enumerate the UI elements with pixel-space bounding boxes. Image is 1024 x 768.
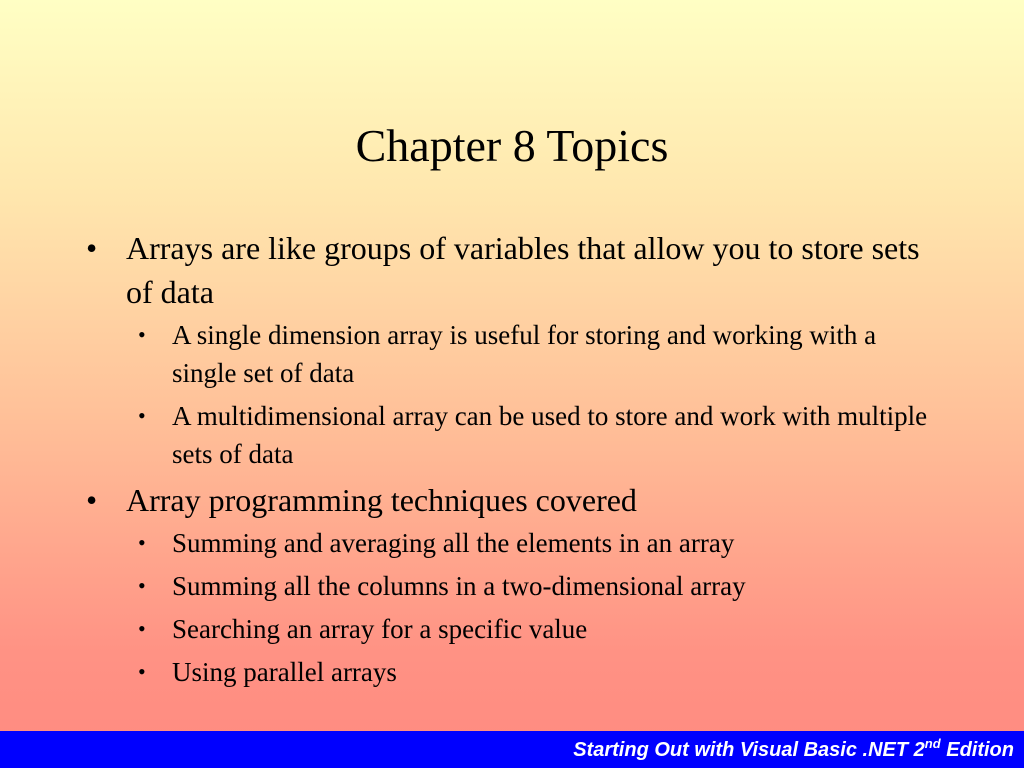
sub-bullet-list: [138, 316, 946, 473]
sub-bullet-item: [138, 397, 946, 473]
sub-bullet-text: Searching an array for a specific value: [172, 614, 588, 644]
bullet-text: Array programming techniques covered: [126, 482, 637, 518]
footer-text-edition: Edition: [940, 739, 1014, 761]
sub-bullet-text: Using parallel arrays: [172, 657, 397, 687]
bullet-icon: •: [138, 322, 146, 347]
bullet-icon: •: [138, 403, 146, 428]
bullet-list: [86, 226, 946, 696]
footer-superscript: nd: [924, 736, 941, 751]
footer-text-main: Starting Out with Visual Basic .NET 2: [573, 739, 925, 761]
bullet-text: Arrays are like groups of variables that allow you to store sets of data: [126, 230, 920, 310]
bullet-icon: •: [86, 482, 98, 518]
bullet-item: [86, 478, 946, 691]
bullet-icon: •: [138, 659, 146, 684]
sub-bullet-item: [138, 524, 946, 562]
footer-bar: [0, 731, 1024, 768]
sub-bullet-item: [138, 316, 946, 392]
bullet-icon: •: [138, 616, 146, 641]
sub-bullet-text: Summing all the columns in a two-dimensional array: [172, 571, 746, 601]
sub-bullet-text: Summing and averaging all the elements in an array: [172, 528, 735, 558]
sub-bullet-item: [138, 610, 946, 648]
sub-bullet-item: [138, 653, 946, 691]
bullet-icon: •: [138, 530, 146, 555]
sub-bullet-text: A multidimensional array can be used to store and work with multiple sets of data: [172, 401, 928, 469]
footer-text: [573, 737, 1014, 763]
bullet-item: [86, 226, 946, 473]
bullet-icon: •: [86, 230, 98, 266]
sub-bullet-list: [138, 524, 946, 691]
bullet-icon: •: [138, 573, 146, 598]
sub-bullet-item: [138, 567, 946, 605]
sub-bullet-text: A single dimension array is useful for storing and working with a single set of data: [172, 320, 877, 388]
slide-title: Chapter 8 Topics: [355, 120, 669, 171]
